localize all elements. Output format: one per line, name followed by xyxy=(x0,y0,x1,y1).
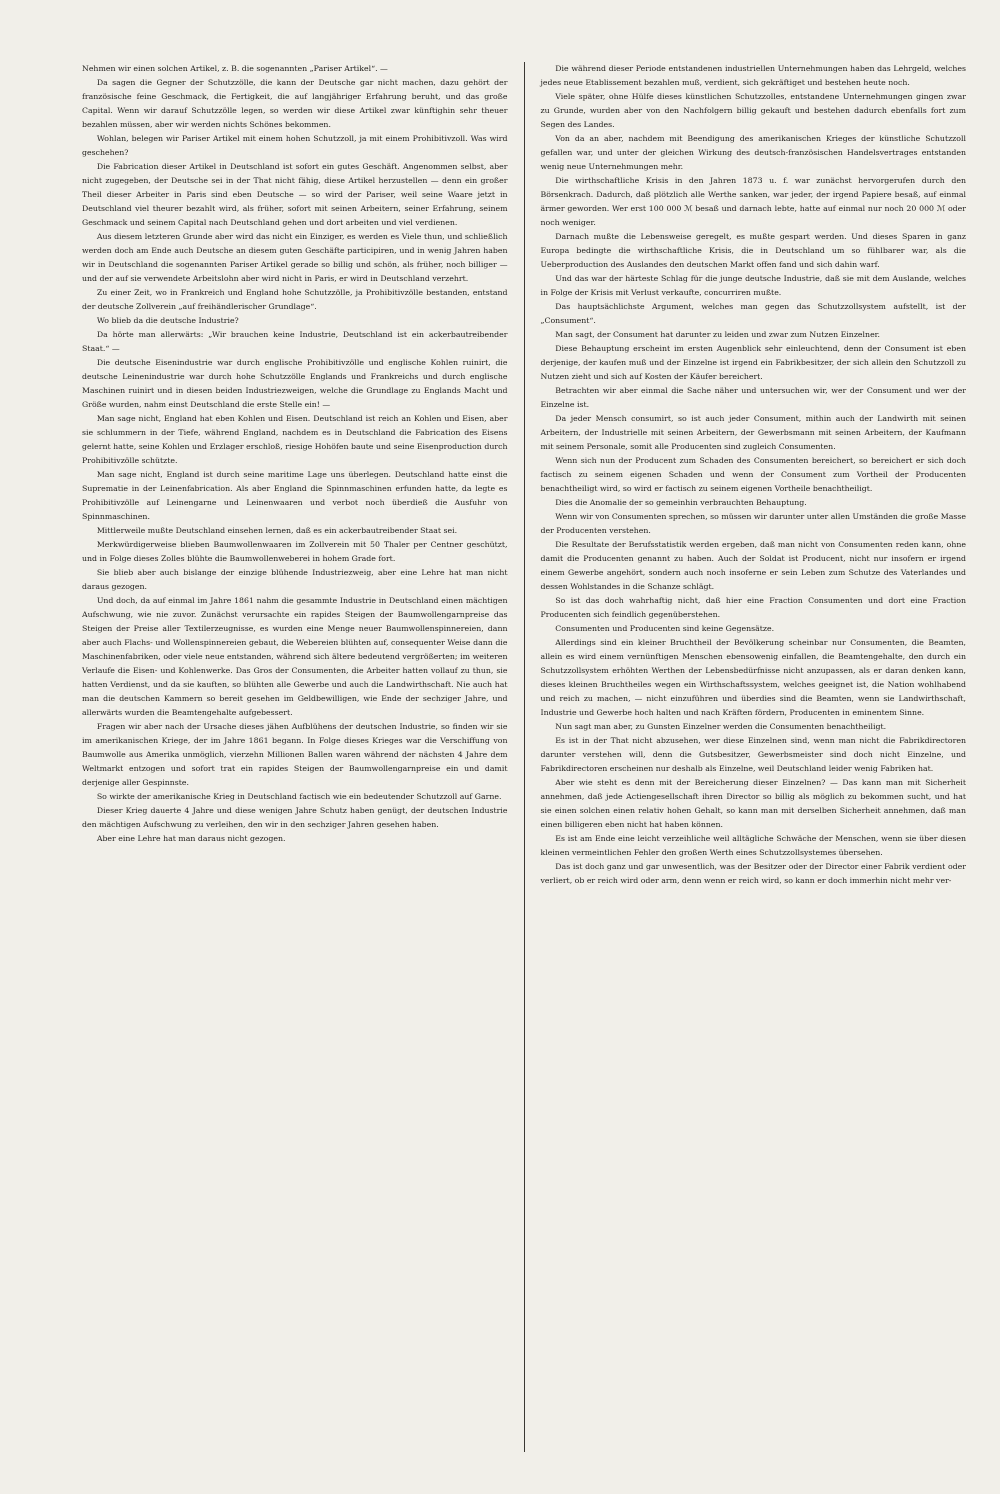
paragraph: Wohlan, belegen wir Pariser Artikel mit einem hohen Schutzzoll, ja mit einem Prohibitivzoll. Was wird geschehen? xyxy=(82,134,508,157)
paragraph: Fragen wir aber nach der Ursache dieses jähen Aufblühens der deutschen Industrie, so finden wir sie im amerikanischen Kriege, der im Jahre 1861 begann. In Folge dieses Krieges war die Verschiffung von Baumwolle aus Amerika unmöglich, vierzehn Millionen Ballen waren während der nächsten 4 Jahre dem Weltmarkt entzogen und sofort trat ein rapides Steigen der Baumwollengarnpreise ein und damit derjenige aller Gespinnste. xyxy=(82,722,508,787)
paragraph: Aus diesem letzteren Grunde aber wird das nicht ein Einziger, es werden es Viele thun, und schließlich werden doch am Ende auch Deutsche an diesem guten Geschäfte participiren, und in wenig Jahren haben wir in Deutschland die sogenannten Pariser Artikel gerade so billig und schön, als früher, noch billiger — und der auf sie verwendete Arbeitslohn aber wird nicht in Paris, er wird in Deutschland verzehrt. xyxy=(82,232,508,283)
paragraph: Da sagen die Gegner der Schutzzölle, die kann der Deutsche gar nicht machen, dazu gehört der französische feine Geschmack, die Fertigkeit, die auf langjähriger Erfahrung beruht, und das große Capital. Wenn wir darauf Schutzzölle legen, so werden wir diese Artikel zwar künftighin sehr theuer bezahlen müssen, aber wir werden nichts Schönes bekommen. xyxy=(82,78,508,129)
paragraph: Da hörte man allerwärts: „Wir brauchen keine Industrie, Deutschland ist ein ackerbautreibender Staat.“ — xyxy=(82,330,508,353)
paragraph: Das ist doch ganz und gar unwesentlich, was der Besitzer oder der Director einer Fabrik verdient oder verliert, ob er reich wird oder arm, denn wenn er reich wird, so kann er doch immerhin nicht mehr ver- xyxy=(540,862,966,885)
paragraph: Consumenten und Producenten sind keine Gegensätze. xyxy=(555,624,775,633)
paragraph: Die deutsche Eisenindustrie war durch englische Prohibitivzölle und englische Kohlen ruinirt, die deutsche Leinenindustrie war durch hohe Schutzzölle Englands und Frankreichs und durch englische Maschinen ruinirt und in diesen beiden Industriezweigen, welche die Grundlage zu Englands Macht und Größe wurden, nahm einst Deutschland die erste Stelle ein! — xyxy=(82,358,508,409)
paragraph: Und doch, da auf einmal im Jahre 1861 nahm die gesammte Industrie in Deutschland einen mächtigen Aufschwung, wie nie zuvor. Zunächst verursachte ein rapides Steigen der Baumwollengarnpreise das Steigen der Preise aller Textilerzeugnisse, es wurden eine Menge neuer Baumwollenspinnereien, dann aber auch Flachs- und Wollenspinnereien gebaut, die Webereien blühten auf, consequenter Weise dann die Maschinenfabriken, oder viele neue entstanden, während sich ältere bedeutend vergrößerten; im weiteren Verlaufe die Eisen- und Kohlenwerke. Das Gros der Consumenten, die Arbeiter hatten vollauf zu thun, sie hatten Verdienst, und da sie kauften, so blühten alle Gewerbe und auch die Landwirthschaft. Nie auch hat man die deutschen Kammern so bereit gesehen im Geldbewilligen, wie Ende der sechziger Jahre, und allerwärts wurden die Beamtengehalte aufgebessert. xyxy=(82,596,508,717)
paragraph: Da jeder Mensch consumirt, so ist auch jeder Consument, mithin auch der Landwirth mit seinen Arbeitern, der Industrielle mit seinen Arbeitern, der Gewerbsmann mit seinen Arbeitern, der Kaufmann mit seinem Personale, somit alle Producenten sind zugleich Consumenten. xyxy=(540,414,966,451)
paragraph: Allerdings sind ein kleiner Bruchtheil der Bevölkerung scheinbar nur Consumenten, die Beamten, allein es wird einem vernünftigen Menschen ebensowenig einfallen, die Beamtengehalte, den durch ein Schutzzollsystem erhöhten Werthen der Lebensbedürfnisse nicht anzupassen, als er daran denken kann, dieses kleinen Bruchtheiles wegen ein Wirthschaftssystem, welches geeignet ist, die Nation wohlhabend und reich zu machen, — nicht einzuführen und überdies sind die Beamten, wenn sie Landwirthschaft, Industrie und Gewerbe hoch halten und nach Kräften fördern, Producenten in eminentem Sinne. xyxy=(540,638,966,717)
paragraph: Wo blieb da die deutsche Industrie? xyxy=(96,316,239,325)
paragraph: Darnach mußte die Lebensweise geregelt, es mußte gespart werden. Und dieses Sparen in ganz Europa bedingte die wirthschaftliche Krisis, die in Deutschland um so fühlbarer war, als die Ueberproduction des Auslandes den deutschen Markt offen fand und sich dahin warf. xyxy=(540,232,966,269)
paragraph: Dies die Anomalie der so gemeinhin verbrauchten Behauptung. xyxy=(555,498,807,507)
right-column xyxy=(524,62,966,1454)
paragraph: So wirkte der amerikanische Krieg in Deutschland factisch wie ein bedeutender Schutzzoll auf Garne. xyxy=(96,792,502,801)
two-column-layout xyxy=(82,62,966,1454)
paragraph: Merkwürdigerweise blieben Baumwollenwaaren im Zollverein mit 50 Thaler per Centner geschützt, und in Folge dieses Zolles blühte die Baumwollenweberei in hohem Grade fort. xyxy=(82,540,508,563)
paragraph: Das hauptsächlichste Argument, welches man gegen das Schutzzollsystem aufstellt, ist der „Consument“. xyxy=(540,302,966,325)
paragraph: Die Resultate der Berufsstatistik werden ergeben, daß man nicht von Consumenten reden kann, ohne damit die Producenten genannt zu haben. Auch der Soldat ist Producent, nicht nur insofern er irgend einem Gewerbe angehört, sondern auch noch insoferne er sein Leben zum Schutze des Vaterlandes und dessen Wohlstandes in die Schanze schlägt. xyxy=(540,540,966,591)
paragraph: Die während dieser Periode entstandenen industriellen Unternehmungen haben das Lehrgeld, welches jedes neue Etablissement bezahlen muß, verdient, sich gekräftiget und bestehen heute noch. xyxy=(540,64,966,87)
paragraph: Man sage nicht, England hat eben Kohlen und Eisen. Deutschland ist reich an Kohlen und Eisen, aber sie schlummern in der Tiefe, während England, nachdem es in Deutschland die Fabrication des Eisens gelernt hatte, seine Kohlen und Erzlager erschloß, riesige Hohöfen baute und seine Eisenproduction durch Prohibitivzölle schützte. xyxy=(82,414,508,465)
paragraph: Aber eine Lehre hat man daraus nicht gezogen. xyxy=(96,834,286,843)
paragraph: Und das war der härteste Schlag für die junge deutsche Industrie, daß sie mit dem Auslande, welches in Folge der Krisis mit Verlust verkaufte, concurriren mußte. xyxy=(540,274,966,297)
paragraph: Betrachten wir aber einmal die Sache näher und untersuchen wir, wer der Consument und wer der Einzelne ist. xyxy=(540,386,966,409)
paragraph: Man sage nicht, England ist durch seine maritime Lage uns überlegen. Deutschland hatte einst die Suprematie in der Leinenfabrication. Als aber England die Spinnmaschinen erfunden hatte, da legte es Prohibitivzölle auf Leinengarne und Leinenwaaren und verbot noch überdieß die Ausfuhr von Spinnmaschinen. xyxy=(82,470,508,521)
paragraph: Es ist in der That nicht abzusehen, wer diese Einzelnen sind, wenn man nicht die Fabrikdirectoren darunter verstehen will, denn die Gutsbesitzer, Gewerbsmeister sind doch nicht Einzelne, und Fabrikdirectoren erscheinen nur deshalb als Einzelne, weil Deutschland leider wenig Fabriken hat. xyxy=(540,736,966,773)
paragraph: Dieser Krieg dauerte 4 Jahre und diese wenigen Jahre Schutz haben genügt, der deutschen Industrie den mächtigen Aufschwung zu verleihen, den wir in den sechziger Jahren gesehen haben. xyxy=(82,806,508,829)
paragraph: Wenn wir von Consumenten sprechen, so müssen wir darunter unter allen Umständen die große Masse der Producenten verstehen. xyxy=(540,512,966,535)
paragraph: Sie blieb aber auch bislange der einzige blühende Industriezweig, aber eine Lehre hat man nicht daraus gezogen. xyxy=(82,568,508,591)
paragraph: Von da an aber, nachdem mit Beendigung des amerikanischen Krieges der künstliche Schutzzoll gefallen war, und unter der gleichen Wirkung des deutsch-französischen Handelsvertrages entstanden wenig neue Unternehmungen mehr. xyxy=(540,134,966,171)
paragraph: Nehmen wir einen solchen Artikel, z. B. die sogenannten „Pariser Artikel“. — xyxy=(82,64,388,73)
paragraph: Viele später, ohne Hülfe dieses künstlichen Schutzzolles, entstandene Unternehmungen gingen zwar zu Grunde, wurden aber von den Nachfolgern billig gekauft und bestehen dadurch ebenfalls fort zum Segen des Landes. xyxy=(540,92,966,129)
paragraph: So ist das doch wahrhaftig nicht, daß hier eine Fraction Consumenten und dort eine Fraction Producenten sich feindlich gegenüberstehen. xyxy=(540,596,966,619)
paragraph: Nun sagt man aber, zu Gunsten Einzelner werden die Consumenten benachtheiligt. xyxy=(555,722,887,731)
paragraph: Diese Behauptung erscheint im ersten Augenblick sehr einleuchtend, denn der Consument ist eben derjenige, der kaufen muß und der Einzelne ist irgend ein Fabrikbesitzer, der sich allein den Schutzzoll zu Nutzen zieht und sich auf Kosten der Käufer bereichert. xyxy=(540,344,966,381)
left-column xyxy=(82,62,524,1454)
paragraph: Es ist am Ende eine leicht verzeihliche weil alltägliche Schwäche der Menschen, wenn sie über diesen kleinen vermeintlichen Fehler den großen Werth eines Schutzzollsystemes übersehen. xyxy=(540,834,966,857)
paragraph: Wenn sich nun der Producent zum Schaden des Consumenten bereichert, so bereichert er sich doch factisch zu seinem eigenen Schaden und wenn der Consument zum Vortheil der Producenten benachtheiligt wird, so wird er factisch zu seinem eigenen Vortheile benachtheiligt. xyxy=(540,456,966,493)
paragraph: Zu einer Zeit, wo in Frankreich und England hohe Schutzzölle, ja Prohibitivzölle bestanden, entstand der deutsche Zollverein „auf freihändlerischer Grundlage“. xyxy=(82,288,508,311)
paragraph: Die wirthschaftliche Krisis in den Jahren 1873 u. f. war zunächst hervorgerufen durch den Börsenkrach. Dadurch, daß plötzlich alle Werthe sanken, war jeder, der irgend Papiere besaß, auf einmal ärmer geworden. Wer erst 100 000 ℳ besaß und darnach lebte, hatte auf einmal nur noch 20 000 ℳ oder noch weniger. xyxy=(540,176,966,227)
paragraph: Aber wie steht es denn mit der Bereicherung dieser Einzelnen? — Das kann man mit Sicherheit annehmen, daß jede Actiengesellschaft ihren Director so billig als möglich zu bekommen sucht, und hat sie einen solchen einen relativ hohen Gehalt, so kann man mit derselben Sicherheit annehmen, daß man einen billigeren eben nicht hat haben können. xyxy=(540,778,966,829)
paragraph: Mittlerweile mußte Deutschland einsehen lernen, daß es ein ackerbautreibender Staat sei. xyxy=(96,526,458,535)
paragraph: Die Fabrication dieser Artikel in Deutschland ist sofort ein gutes Geschäft. Angenommen selbst, aber nicht zugegeben, der Deutsche sei in der That nicht fähig, diese Artikel herzustellen — denn ein großer Theil dieser Arbeiter in Paris sind eben Deutsche — so wird der Pariser, weil seine Waare jetzt in Deutschland viel theurer bezahlt wird, als früher, sofort mit seinen Arbeitern, seiner Erfahrung, seinem Geschmack und seinem Capital nach Deutschland gehen und dort arbeiten und viel verdienen. xyxy=(82,162,508,227)
paragraph: Man sagt, der Consument hat darunter zu leiden und zwar zum Nutzen Einzelner. xyxy=(555,330,881,339)
